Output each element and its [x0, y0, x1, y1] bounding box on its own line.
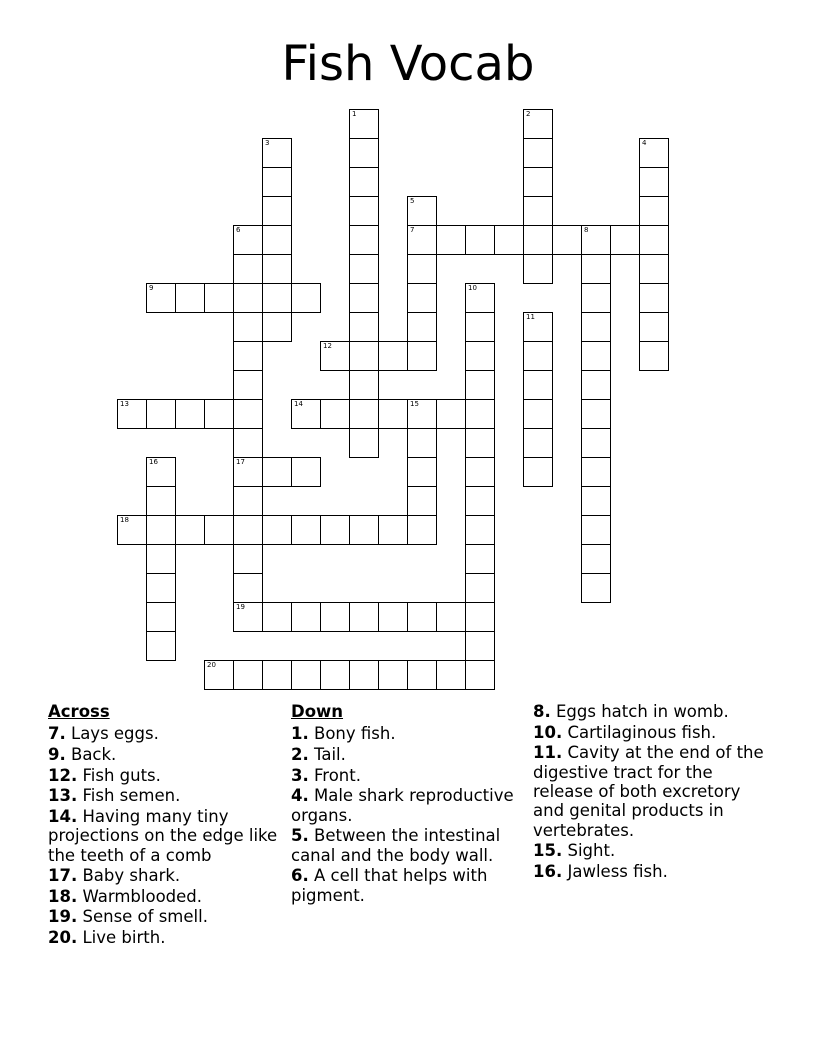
- across-header: Across: [48, 702, 110, 721]
- grid-cell[interactable]: [262, 283, 292, 313]
- grid-cell[interactable]: [262, 602, 292, 632]
- clue-number: 8.: [533, 702, 551, 721]
- grid-cell[interactable]: [291, 457, 321, 487]
- grid-cell[interactable]: [436, 602, 466, 632]
- grid-cell[interactable]: [233, 370, 263, 400]
- grid-cell[interactable]: [523, 312, 553, 342]
- cell-number: 16: [149, 458, 158, 466]
- grid-cell[interactable]: [233, 428, 263, 458]
- cell-number: 17: [236, 458, 245, 466]
- clue-number: 10.: [533, 722, 563, 742]
- grid-cell[interactable]: [436, 399, 466, 429]
- grid-cell[interactable]: [523, 341, 553, 371]
- grid-cell[interactable]: [639, 283, 669, 313]
- clue-down: [291, 745, 516, 764]
- cell-number: 1: [352, 110, 357, 118]
- grid-cell[interactable]: [175, 283, 205, 313]
- clue-number: 19.: [48, 907, 78, 927]
- cell-number: 14: [294, 400, 303, 408]
- grid-cell[interactable]: [349, 660, 379, 690]
- clue-down: [533, 841, 773, 860]
- grid-cell[interactable]: [262, 196, 292, 226]
- grid-cell[interactable]: [349, 167, 379, 197]
- grid-cell[interactable]: [465, 428, 495, 458]
- grid-cell[interactable]: [523, 399, 553, 429]
- cell-number: 7: [410, 226, 415, 234]
- clue-number: 11.: [533, 743, 563, 763]
- clue-text: Fish semen.: [82, 786, 181, 806]
- grid-cell[interactable]: [262, 457, 292, 487]
- grid-cell[interactable]: [349, 283, 379, 313]
- grid-cell[interactable]: [407, 283, 437, 313]
- grid-cell[interactable]: [117, 515, 147, 545]
- grid-cell[interactable]: [523, 370, 553, 400]
- grid-cell[interactable]: [233, 254, 263, 284]
- clue-down: [291, 866, 516, 905]
- grid-cell[interactable]: [639, 341, 669, 371]
- clue-text: Bony fish.: [314, 724, 396, 744]
- clue-text: Fish guts.: [82, 765, 161, 785]
- clue-text: Jawless fish.: [567, 862, 668, 881]
- clue-down: [533, 702, 773, 721]
- clue-down: [291, 766, 516, 785]
- grid-cell[interactable]: [523, 109, 553, 139]
- grid-cell[interactable]: [320, 341, 350, 371]
- grid-cell[interactable]: [581, 457, 611, 487]
- grid-cell[interactable]: [204, 283, 234, 313]
- grid-cell[interactable]: [581, 254, 611, 284]
- grid-cell[interactable]: [204, 515, 234, 545]
- grid-cell[interactable]: [523, 167, 553, 197]
- clue-number: 18.: [48, 886, 78, 906]
- grid-cell[interactable]: [320, 399, 350, 429]
- grid-cell[interactable]: [407, 399, 437, 429]
- grid-cell[interactable]: [233, 515, 263, 545]
- down-clues-column-1: [291, 702, 516, 906]
- grid-cell[interactable]: [146, 457, 176, 487]
- grid-cell[interactable]: [349, 602, 379, 632]
- grid-cell[interactable]: [233, 457, 263, 487]
- grid-cell[interactable]: [349, 428, 379, 458]
- grid-cell[interactable]: [523, 225, 553, 255]
- clue-down: [291, 826, 516, 865]
- grid-cell[interactable]: [349, 109, 379, 139]
- grid-cell[interactable]: [407, 515, 437, 545]
- grid-cell[interactable]: [581, 515, 611, 545]
- cell-number: 3: [265, 139, 270, 147]
- cell-number: 8: [584, 226, 589, 234]
- grid-cell[interactable]: [407, 660, 437, 690]
- clue-number: 6.: [291, 866, 309, 886]
- grid-cell[interactable]: [639, 167, 669, 197]
- grid-cell[interactable]: [581, 312, 611, 342]
- clue-number: 15.: [533, 841, 563, 861]
- grid-cell[interactable]: [175, 399, 205, 429]
- clue-text: Sight.: [567, 841, 616, 861]
- down-header: Down: [291, 702, 344, 721]
- cell-number: 5: [410, 197, 415, 205]
- clue-number: 16.: [533, 862, 563, 881]
- grid-cell[interactable]: [262, 312, 292, 342]
- grid-cell[interactable]: [320, 660, 350, 690]
- grid-cell[interactable]: [465, 370, 495, 400]
- grid-cell[interactable]: [407, 341, 437, 371]
- grid-cell[interactable]: [436, 225, 466, 255]
- grid-cell[interactable]: [233, 225, 263, 255]
- grid-cell[interactable]: [378, 602, 408, 632]
- clue-down: [291, 724, 516, 743]
- grid-cell[interactable]: [146, 486, 176, 516]
- grid-cell[interactable]: [639, 196, 669, 226]
- grid-cell[interactable]: [523, 428, 553, 458]
- grid-cell[interactable]: [349, 196, 379, 226]
- grid-cell[interactable]: [233, 573, 263, 603]
- clue-text: Tail.: [314, 745, 346, 764]
- grid-cell[interactable]: [262, 138, 292, 168]
- grid-cell[interactable]: [581, 341, 611, 371]
- grid-cell[interactable]: [320, 515, 350, 545]
- grid-cell[interactable]: [407, 196, 437, 226]
- grid-cell[interactable]: [233, 283, 263, 313]
- cell-number: 15: [410, 400, 419, 408]
- grid-cell[interactable]: [349, 515, 379, 545]
- across-clues: [48, 702, 278, 949]
- clue-number: 14.: [48, 806, 78, 826]
- clue-text: Eggs hatch in womb.: [556, 702, 729, 721]
- clue-text: Male shark reproductive organs.: [291, 786, 514, 825]
- grid-cell[interactable]: [581, 544, 611, 574]
- cell-number: 2: [526, 110, 531, 118]
- down-clues-column-2: [533, 702, 773, 883]
- cell-number: 4: [642, 139, 647, 147]
- grid-cell[interactable]: [494, 225, 524, 255]
- clue-number: 1.: [291, 724, 309, 744]
- grid-cell[interactable]: [349, 370, 379, 400]
- grid-cell[interactable]: [349, 138, 379, 168]
- grid-cell[interactable]: [262, 225, 292, 255]
- grid-cell[interactable]: [262, 660, 292, 690]
- clue-text: Warmblooded.: [82, 886, 203, 906]
- grid-cell[interactable]: [465, 631, 495, 661]
- clue-text: Lays eggs.: [71, 724, 159, 744]
- grid-cell[interactable]: [639, 225, 669, 255]
- grid-cell[interactable]: [407, 602, 437, 632]
- grid-cell[interactable]: [233, 486, 263, 516]
- clue-down: [291, 786, 516, 825]
- grid-cell[interactable]: [407, 486, 437, 516]
- clue-text: A cell that helps with pigment.: [291, 866, 488, 905]
- clue-number: 12.: [48, 765, 78, 785]
- clue-down: [533, 743, 773, 840]
- cell-number: 20: [207, 661, 216, 669]
- clue-text: Baby shark.: [82, 866, 181, 886]
- cell-number: 9: [149, 284, 154, 292]
- cell-number: 11: [526, 313, 535, 321]
- cell-number: 12: [323, 342, 332, 350]
- grid-cell[interactable]: [291, 283, 321, 313]
- grid-cell[interactable]: [175, 515, 205, 545]
- grid-cell[interactable]: [465, 515, 495, 545]
- clue-text: Cartilaginous fish.: [567, 722, 717, 742]
- grid-cell[interactable]: [407, 312, 437, 342]
- grid-cell[interactable]: [465, 283, 495, 313]
- grid-cell[interactable]: [146, 602, 176, 632]
- clue-across: [48, 907, 278, 926]
- cell-number: 18: [120, 516, 129, 524]
- grid-cell[interactable]: [349, 225, 379, 255]
- clue-number: 4.: [291, 786, 309, 806]
- grid-cell[interactable]: [465, 312, 495, 342]
- grid-cell[interactable]: [349, 254, 379, 284]
- grid-cell[interactable]: [407, 428, 437, 458]
- clue-across: [48, 724, 278, 743]
- clue-across: [48, 766, 278, 785]
- grid-cell[interactable]: [465, 399, 495, 429]
- grid-cell[interactable]: [378, 341, 408, 371]
- clue-across: [48, 807, 278, 865]
- grid-cell[interactable]: [320, 602, 350, 632]
- grid-cell[interactable]: [349, 312, 379, 342]
- grid-cell[interactable]: [465, 457, 495, 487]
- grid-cell[interactable]: [581, 225, 611, 255]
- grid-cell[interactable]: [581, 283, 611, 313]
- grid-cell[interactable]: [523, 254, 553, 284]
- clue-across: [48, 928, 278, 947]
- clue-across: [48, 745, 278, 764]
- clue-text: Between the intestinal canal and the body wall.: [291, 826, 501, 865]
- clue-text: Back.: [71, 745, 117, 764]
- clue-number: 5.: [291, 826, 309, 846]
- grid-cell[interactable]: [581, 399, 611, 429]
- clue-number: 9.: [48, 745, 66, 764]
- grid-cell[interactable]: [581, 428, 611, 458]
- grid-cell[interactable]: [291, 399, 321, 429]
- grid-cell[interactable]: [436, 660, 466, 690]
- grid-cell[interactable]: [146, 573, 176, 603]
- grid-cell[interactable]: [639, 312, 669, 342]
- clue-number: 2.: [291, 745, 309, 764]
- grid-cell[interactable]: [146, 283, 176, 313]
- clue-text: Cavity at the end of the digestive tract for the release of both excretory and genital products in vertebrates.: [533, 743, 764, 840]
- grid-cell[interactable]: [465, 544, 495, 574]
- grid-cell[interactable]: [465, 602, 495, 632]
- clue-across: [48, 866, 278, 885]
- grid-cell[interactable]: [552, 225, 582, 255]
- grid-cell[interactable]: [233, 341, 263, 371]
- clue-number: 3.: [291, 765, 309, 785]
- clue-text: Having many tiny projections on the edge like the teeth of a comb: [48, 806, 278, 865]
- grid-cell[interactable]: [523, 196, 553, 226]
- clue-number: 7.: [48, 724, 66, 744]
- grid-cell[interactable]: [146, 631, 176, 661]
- grid-cell[interactable]: [581, 486, 611, 516]
- grid-cell[interactable]: [465, 573, 495, 603]
- grid-cell[interactable]: [146, 399, 176, 429]
- grid-cell[interactable]: [465, 225, 495, 255]
- clue-text: Sense of smell.: [82, 907, 208, 927]
- cell-number: 10: [468, 284, 477, 292]
- cell-number: 13: [120, 400, 129, 408]
- grid-cell[interactable]: [378, 399, 408, 429]
- clue-number: 17.: [48, 866, 78, 886]
- grid-cell[interactable]: [349, 341, 379, 371]
- grid-cell[interactable]: [639, 138, 669, 168]
- grid-cell[interactable]: [204, 660, 234, 690]
- grid-cell[interactable]: [291, 515, 321, 545]
- grid-cell[interactable]: [233, 660, 263, 690]
- grid-cell[interactable]: [523, 457, 553, 487]
- grid-cell[interactable]: [639, 254, 669, 284]
- grid-cell[interactable]: [581, 370, 611, 400]
- clue-text: Front.: [314, 765, 361, 785]
- grid-cell[interactable]: [465, 341, 495, 371]
- grid-cell[interactable]: [523, 138, 553, 168]
- grid-cell[interactable]: [378, 660, 408, 690]
- grid-cell[interactable]: [407, 225, 437, 255]
- grid-cell[interactable]: [233, 544, 263, 574]
- clue-across: [48, 887, 278, 906]
- cell-number: 19: [236, 603, 245, 611]
- grid-cell[interactable]: [262, 515, 292, 545]
- grid-cell[interactable]: [378, 515, 408, 545]
- grid-cell[interactable]: [117, 399, 147, 429]
- grid-cell[interactable]: [146, 544, 176, 574]
- grid-cell[interactable]: [407, 457, 437, 487]
- clue-text: Live birth.: [82, 927, 166, 947]
- grid-cell[interactable]: [262, 254, 292, 284]
- grid-cell[interactable]: [291, 602, 321, 632]
- cell-number: 6: [236, 226, 241, 234]
- clue-down: [533, 862, 773, 881]
- grid-cell[interactable]: [581, 573, 611, 603]
- grid-cell[interactable]: [291, 660, 321, 690]
- grid-cell[interactable]: [233, 602, 263, 632]
- grid-cell[interactable]: [146, 515, 176, 545]
- grid-cell[interactable]: [610, 225, 640, 255]
- grid-cell[interactable]: [262, 167, 292, 197]
- clue-number: 13.: [48, 786, 78, 806]
- grid-cell[interactable]: [407, 254, 437, 284]
- grid-cell[interactable]: [204, 399, 234, 429]
- clue-down: [533, 723, 773, 742]
- puzzle-title: Fish Vocab: [281, 36, 535, 92]
- grid-cell[interactable]: [233, 399, 263, 429]
- grid-cell[interactable]: [233, 312, 263, 342]
- clue-across: [48, 786, 278, 805]
- grid-cell[interactable]: [465, 486, 495, 516]
- clue-number: 20.: [48, 927, 78, 947]
- grid-cell[interactable]: [349, 399, 379, 429]
- grid-cell[interactable]: [465, 660, 495, 690]
